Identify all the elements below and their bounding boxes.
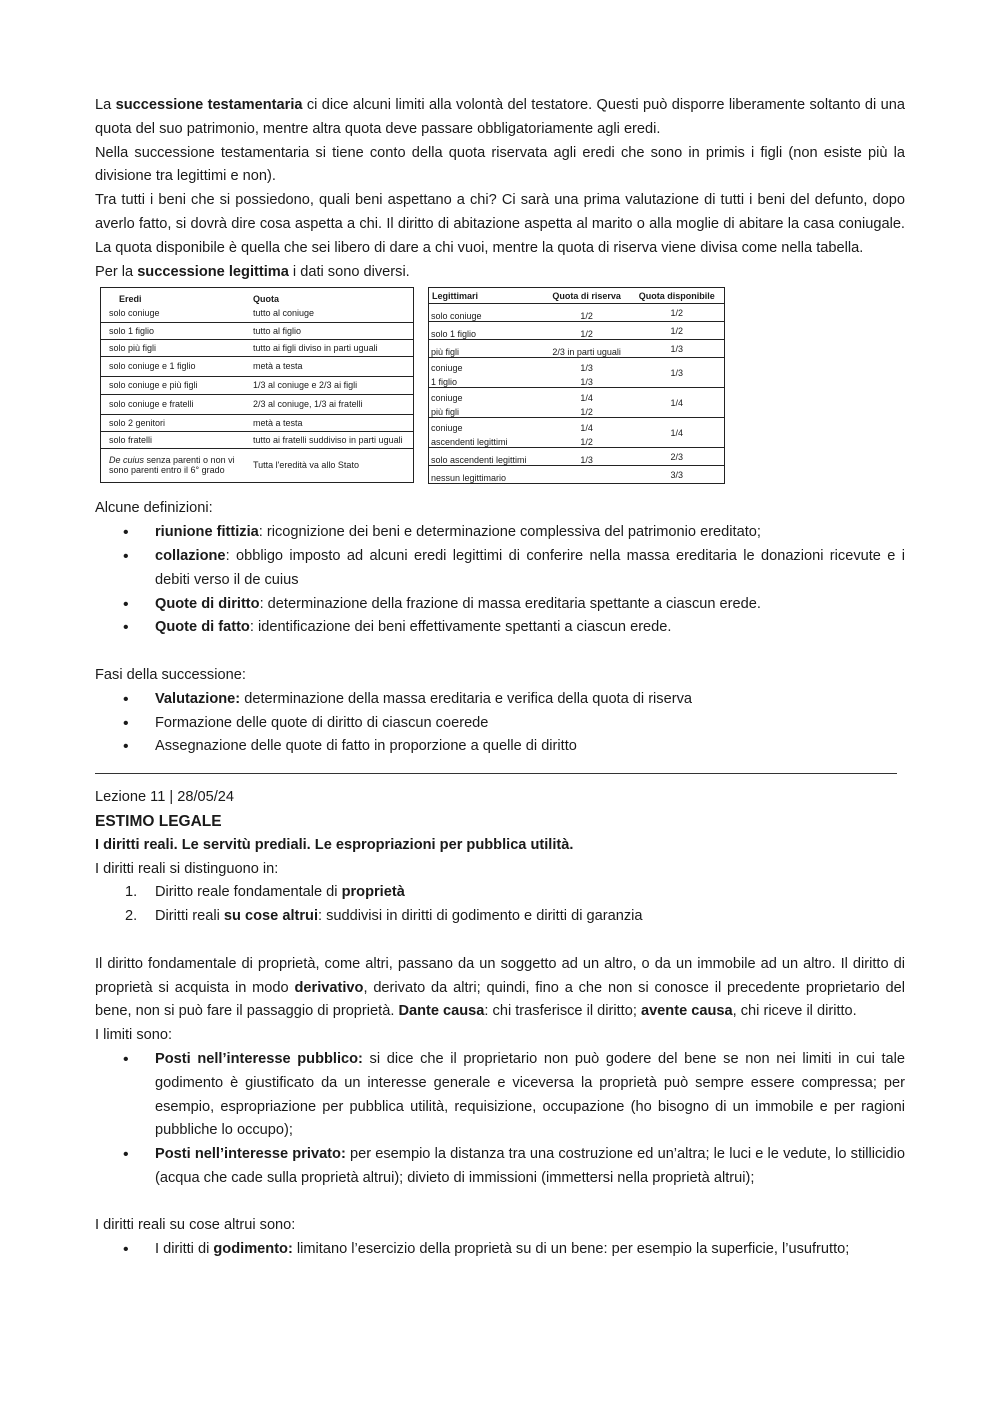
table-cell: 1/2 bbox=[580, 311, 593, 322]
table-legittimari bbox=[428, 287, 725, 484]
list-item: • Quote di fatto: identificazione dei beni effettivamente spettanti a ciascun erede. bbox=[155, 616, 905, 640]
table-cell: 1/3 bbox=[544, 358, 630, 373]
table-cell: 2/3 bbox=[630, 448, 725, 466]
list-item: • Valutazione: determinazione della massa ereditaria e verifica della quota di riserva bbox=[155, 688, 905, 712]
table-cell: 3/3 bbox=[630, 466, 725, 484]
table-cell: solo ascendenti legittimi bbox=[429, 448, 544, 466]
table-cell: coniuge bbox=[429, 388, 544, 403]
limiti-heading: I limiti sono: bbox=[95, 1027, 173, 1044]
altrui-list bbox=[95, 1238, 905, 1262]
list-term: Posti nell’interesse pubblico: bbox=[155, 1050, 363, 1067]
lezione-intro: I diritti reali si distinguono in: bbox=[95, 860, 279, 877]
list-item: • riunione fittizia: ricognizione dei beni e determinazione complessiva del patrimonio ereditato; bbox=[155, 521, 905, 545]
definizioni-list bbox=[95, 521, 905, 640]
table-row bbox=[429, 322, 725, 340]
table-cell: 1/2 bbox=[544, 322, 630, 340]
table-cell: nessun legittimario bbox=[429, 466, 544, 484]
table-cell: solo fratelli bbox=[101, 431, 251, 448]
table-cell: 1 figlio bbox=[431, 377, 458, 388]
tables-area bbox=[95, 287, 905, 489]
table-cell: 1/2 bbox=[580, 437, 593, 448]
table-cell: 1/2 bbox=[670, 307, 683, 318]
table-row bbox=[429, 340, 725, 358]
table-cell: solo 1 figlio bbox=[429, 322, 544, 340]
list-term: Quote di fatto bbox=[155, 619, 250, 636]
table-header: Quota di riserva bbox=[544, 288, 630, 304]
table-cell: coniuge bbox=[429, 418, 544, 433]
table-cell: ascendenti legittimi bbox=[431, 437, 508, 448]
table-cell: 1/3 bbox=[580, 377, 593, 388]
list-term: Valutazione: bbox=[155, 690, 241, 707]
table-header: Legittimari bbox=[429, 288, 544, 304]
list-item: • Formazione delle quote di diritto di ciascun coerede bbox=[155, 712, 905, 736]
table-cell: tutto al coniuge bbox=[250, 304, 414, 322]
table-cell: 1/3 bbox=[630, 340, 725, 358]
de-cuius-text: De cuius bbox=[109, 455, 145, 466]
diritti-numbered-list bbox=[95, 881, 905, 929]
table-header: Eredi bbox=[119, 294, 142, 305]
table-row bbox=[101, 322, 414, 339]
table-cell: 1/4 bbox=[630, 418, 725, 448]
table-cell: Tutta l'eredità va allo Stato bbox=[250, 448, 414, 482]
list-term: su cose altrui bbox=[223, 908, 319, 925]
table-cell: più figli bbox=[429, 340, 544, 358]
table-cell: solo 2 genitori bbox=[101, 414, 251, 431]
intro-paragraph-2: Nella successione testamentaria si tiene conto della quota riservata agli eredi che sono in primis i figli (non esiste più la divisione tra legittimi e non). bbox=[95, 144, 905, 185]
table-cell: 2/3 in parti uguali bbox=[544, 340, 630, 358]
list-term: proprietà bbox=[341, 884, 405, 901]
list-item: • Assegnazione delle quote di fatto in proporzione a quelle di diritto bbox=[155, 735, 905, 759]
list-term: Quote di diritto bbox=[155, 595, 260, 612]
table-cell: solo coniuge e fratelli bbox=[101, 394, 251, 414]
intro-paragraph-3: Tra tutti i beni che si possiedono, quali beni aspettano a chi? Ci sarà una prima valutazione di tutti i beni del defunto, dopo averlo fatto, si dovrà dire cosa aspetta a chi. Il diritto di abitazione aspetta al marito o alla moglie di abitare la casa coniugale. La quota disponibile è quella che sei libero di dare a chi vuoi, mentre la quota di riserva viene divisa come nella tabella. bbox=[95, 192, 905, 256]
table-cell: 2/3 al coniuge, 1/3 ai fratelli bbox=[250, 394, 414, 414]
table-cell: più figli bbox=[431, 407, 460, 418]
table-cell: coniuge bbox=[429, 358, 544, 373]
table-cell: solo coniuge e 1 figlio bbox=[101, 356, 251, 376]
lezione-title: ESTIMO LEGALE bbox=[95, 812, 222, 830]
table-eredi bbox=[100, 287, 414, 483]
table-cell: metà a testa bbox=[250, 356, 414, 376]
table-cell: 1/3 bbox=[630, 358, 725, 388]
list-item: • Posti nell’interesse pubblico: si dice che il proprietario non può godere del bene se non nei limiti in cui tale godimento è giustificato da un interesse generale e viceversa la proprietà può sempre essere compressa; per esempio, espropriazione per pubblica utilità, requisizione, occupazione (ho bisogno di un immobile e per ragioni pubbliche lo occupo); bbox=[155, 1048, 905, 1143]
table-cell: solo 1 figlio bbox=[101, 322, 251, 339]
list-term: Posti nell’interesse privato: bbox=[155, 1146, 346, 1163]
table-cell: 1/3 bbox=[544, 448, 630, 466]
fasi-heading: Fasi della successione: bbox=[95, 666, 246, 683]
table-row bbox=[101, 376, 414, 394]
list-term: godimento: bbox=[213, 1241, 293, 1258]
table-cell: metà a testa bbox=[250, 414, 414, 431]
list-item: • collazione: obbligo imposto ad alcuni eredi legittimi di conferire nella massa ereditaria le donazioni ricevute e i debiti verso il de cuius bbox=[155, 545, 905, 593]
intro-paragraph-4: Per la successione legittima i dati sono diversi. bbox=[95, 263, 410, 280]
table-row bbox=[101, 356, 414, 376]
document-page bbox=[95, 94, 905, 1262]
table-cell: solo coniuge e più figli bbox=[101, 376, 251, 394]
table-row bbox=[429, 388, 725, 403]
list-number: 1. bbox=[125, 884, 138, 901]
list-item: • I diritti di godimento: limitano l’esercizio della proprietà su di un bene: per esempio la superficie, l’usufrutto; bbox=[155, 1238, 905, 1262]
table-cell: 1/4 bbox=[544, 418, 630, 433]
table-row bbox=[101, 448, 414, 482]
table-cell: 1/3 al coniuge e 2/3 ai figli bbox=[250, 376, 414, 394]
table-cell: 1/2 bbox=[630, 322, 725, 340]
table-cell: solo coniuge bbox=[431, 311, 482, 322]
table-cell: solo coniuge bbox=[101, 304, 251, 322]
list-item: 2. Diritti reali su cose altrui: suddivisi in diritti di godimento e diritti di garanzia bbox=[155, 905, 905, 929]
table-cell: tutto ai fratelli suddiviso in parti uguali bbox=[250, 431, 414, 448]
table-row bbox=[429, 304, 725, 322]
intro-paragraph-1: La successione testamentaria ci dice alcuni limiti alla volontà del testatore. Questi può disporre liberamente soltanto di una quota del suo patrimonio, mentre altra quota deve passare obbligatoriamente agli eredi. bbox=[95, 97, 906, 137]
table-header: Quota disponibile bbox=[630, 288, 725, 304]
lezione-label: Lezione 11 | 28/05/24 bbox=[95, 789, 235, 806]
table-row bbox=[101, 304, 414, 322]
definizioni-heading: Alcune definizioni: bbox=[95, 500, 213, 517]
list-number: 2. bbox=[125, 908, 138, 925]
table-row bbox=[429, 358, 725, 373]
table-row bbox=[429, 466, 725, 484]
altrui-heading: I diritti reali su cose altrui sono: bbox=[95, 1217, 296, 1234]
table-cell: De cuius senza parenti o non vi sono parenti entro il 6° grado bbox=[101, 448, 251, 482]
table-cell: 1/4 bbox=[544, 388, 630, 403]
fasi-list bbox=[95, 688, 905, 759]
table-cell: 1/2 bbox=[580, 407, 593, 418]
table-cell: 1/4 bbox=[630, 388, 725, 418]
table-row bbox=[101, 394, 414, 414]
lezione-subtitle: I diritti reali. Le servitù prediali. Le espropriazioni per pubblica utilità. bbox=[95, 836, 574, 853]
table-cell: tutto ai figli diviso in parti uguali bbox=[250, 339, 414, 356]
proprieta-paragraph: Il diritto fondamentale di proprietà, come altri, passano da un soggetto ad un altro, o da un immobile ad un altro. Il diritto di proprietà si acquista in modo derivativo, derivato da altri; quindi, fino a che non si conosce il precedente proprietario del bene, non si può fare il passaggio di proprietà. Dante causa: chi trasferisce il diritto; avente causa, chi riceve il diritto. bbox=[95, 955, 905, 1020]
section-divider bbox=[95, 761, 897, 774]
table-cell bbox=[544, 466, 630, 484]
list-item: 1. Diritto reale fondamentale di proprietà bbox=[155, 881, 905, 905]
table-row bbox=[101, 414, 414, 431]
table-row bbox=[429, 448, 725, 466]
list-term: collazione bbox=[155, 547, 226, 564]
table-row bbox=[101, 431, 414, 448]
list-item: • Posti nell’interesse privato: per esempio la distanza tra una costruzione ed un’altra; le luci e le vedute, lo stillicidio (acqua che cade sulla proprietà altrui); divieto di immissioni (immettersi nella proprietà altrui); bbox=[155, 1143, 905, 1191]
table-row bbox=[429, 418, 725, 433]
table-cell: solo più figli bbox=[101, 339, 251, 356]
table-row bbox=[101, 339, 414, 356]
table-header: Quota bbox=[253, 294, 279, 305]
table-cell: tutto al figlio bbox=[250, 322, 414, 339]
list-item: • Quote di diritto: determinazione della frazione di massa ereditaria spettante a ciascun erede. bbox=[155, 593, 905, 617]
limiti-list bbox=[95, 1048, 905, 1191]
list-term: riunione fittizia bbox=[155, 524, 259, 541]
